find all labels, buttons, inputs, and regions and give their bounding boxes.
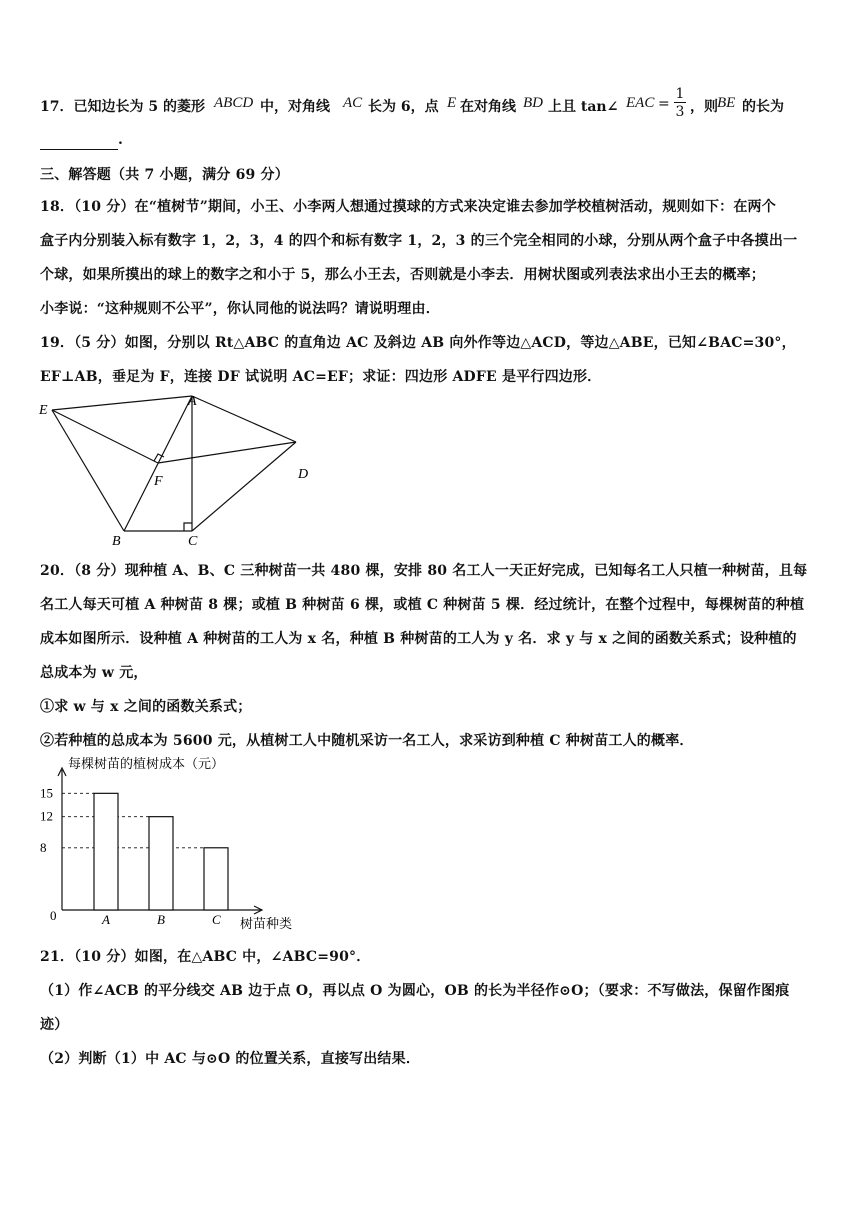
q17-diag1: AC: [343, 95, 363, 111]
y-tick-label: 8: [40, 839, 47, 855]
label-F: F: [154, 474, 163, 489]
q20-line-3: 成本如图所示．设种植 A 种树苗的工人为 x 名，种植 B 种树苗的工人为 y 名．求 y 与 x 之间的函数关系式；设种植的: [40, 631, 797, 647]
bar-B: [149, 817, 173, 910]
q17-equals: =: [658, 96, 670, 112]
q20-line-4: 总成本为 w 元，: [40, 665, 148, 681]
section-heading: 三、解答题（共 7 小题，满分 69 分）: [40, 167, 289, 183]
q18-line-2: 盒子内分别装入标有数字 1，2，3，4 的四个和标有数字 1，2，3 的三个完全相同的小球，分别从两个盒子中各摸出一: [40, 233, 798, 249]
label-D: D: [298, 467, 309, 482]
label-A: A: [188, 394, 197, 409]
segment-EA: [52, 396, 192, 410]
q19-line-2: EF⊥AB，垂足为 F，连接 DF 试说明 AC=EF；求证：四边形 ADFE 是平行四边形．: [40, 369, 602, 385]
x-tick-label: C: [212, 912, 221, 927]
q17-text-5: 上且 tan∠: [548, 99, 619, 115]
question-17: [40, 86, 840, 126]
q17-be: BE: [717, 95, 736, 111]
q21-line-1: 21．（10 分）如图，在△ABC 中，∠ABC=90°．: [40, 949, 371, 965]
answer-blank: [40, 135, 118, 150]
label-C: C: [188, 534, 198, 549]
q20-sub-1: ①求 w 与 x 之间的函数关系式；: [40, 699, 252, 715]
bar-A: [94, 793, 118, 910]
q17-text-4: 在对角线: [460, 99, 516, 115]
q17-text-2: 中，对角线: [260, 99, 330, 115]
y-tick-label: 15: [40, 785, 53, 801]
q20-line-2: 名工人每天可植 A 种树苗 8 棵；或植 B 种树苗 6 棵，或植 C 种树苗 5 棵．经过统计，在整个过程中，每棵树苗的种植: [40, 597, 805, 613]
cost-bar-chart: [30, 752, 320, 932]
q17-text-1: 17．已知边长为 5 的菱形: [40, 99, 205, 115]
origin-label: 0: [50, 908, 57, 923]
q18-line-1: 18．（10 分）在“植树节”期间，小王、小李两人想通过摸球的方式来决定谁去参加学校植树活动，规则如下：在两个: [40, 199, 776, 215]
label-E: E: [39, 403, 48, 418]
q17-text-6: ，则: [690, 99, 718, 115]
chart-y-axis-label: 每棵树苗的植树成本（元）: [68, 757, 225, 772]
right-angle-mark-C: [184, 523, 192, 531]
bar-C: [204, 848, 228, 910]
q17-text-7: 的长为: [742, 99, 784, 115]
q17-frac-num: 1: [675, 86, 685, 102]
q21-part1-line-2: 迹）: [40, 1017, 69, 1033]
q17-shape: ABCD: [214, 95, 254, 111]
q19-line-1: 19．（5 分）如图，分别以 Rt△ABC 的直角边 AC 及斜边 AB 向外作等边△ACD，等边△ABE，已知∠BAC=30°，: [40, 335, 796, 351]
segment-AD: [192, 396, 296, 442]
q17-diag2: BD: [523, 95, 543, 111]
q18-line-4: 小李说：“这种规则不公平”，你认同他的说法吗？请说明理由．: [40, 301, 440, 317]
q17-angle: EAC: [626, 95, 655, 111]
q17-text-3: 长为 6，点: [368, 99, 439, 115]
label-B: B: [112, 534, 121, 549]
q18-line-3: 个球，如果所摸出的球上的数字之和小于 5，那么小王去，否则就是小李去．用树状图或列表法求出小王去的概率；: [40, 267, 766, 283]
q17-frac-den: 3: [675, 104, 685, 120]
segment-AB: [124, 396, 192, 531]
q17-point: E: [447, 95, 457, 111]
q20-sub-2: ②若种植的总成本为 5600 元，从植树工人中随机采访一名工人，求采访到种植 C 种树苗工人的概率．: [40, 733, 694, 749]
q21-part1-line-1: （1）作∠ACB 的平分线交 AB 边于点 O，再以点 O 为圆心，OB 的长为半径作⊙O；（要求：不写做法，保留作图痕: [40, 983, 790, 999]
chart-x-axis-label: 树苗种类: [240, 917, 293, 932]
x-tick-label: B: [157, 912, 165, 927]
q20-line-1: 20．（8 分）现种植 A、B、C 三种树苗一共 480 棵，安排 80 名工人一天正好完成，已知每名工人只植一种树苗，且每: [40, 563, 808, 579]
q17-end: .: [118, 132, 123, 148]
geometry-figure-19: [30, 390, 320, 550]
q17-fraction: [674, 86, 686, 121]
y-tick-label: 12: [40, 808, 53, 824]
x-tick-label: A: [102, 912, 110, 927]
q21-part2: （2）判断（1）中 AC 与⊙O 的位置关系，直接写出结果．: [40, 1051, 421, 1067]
